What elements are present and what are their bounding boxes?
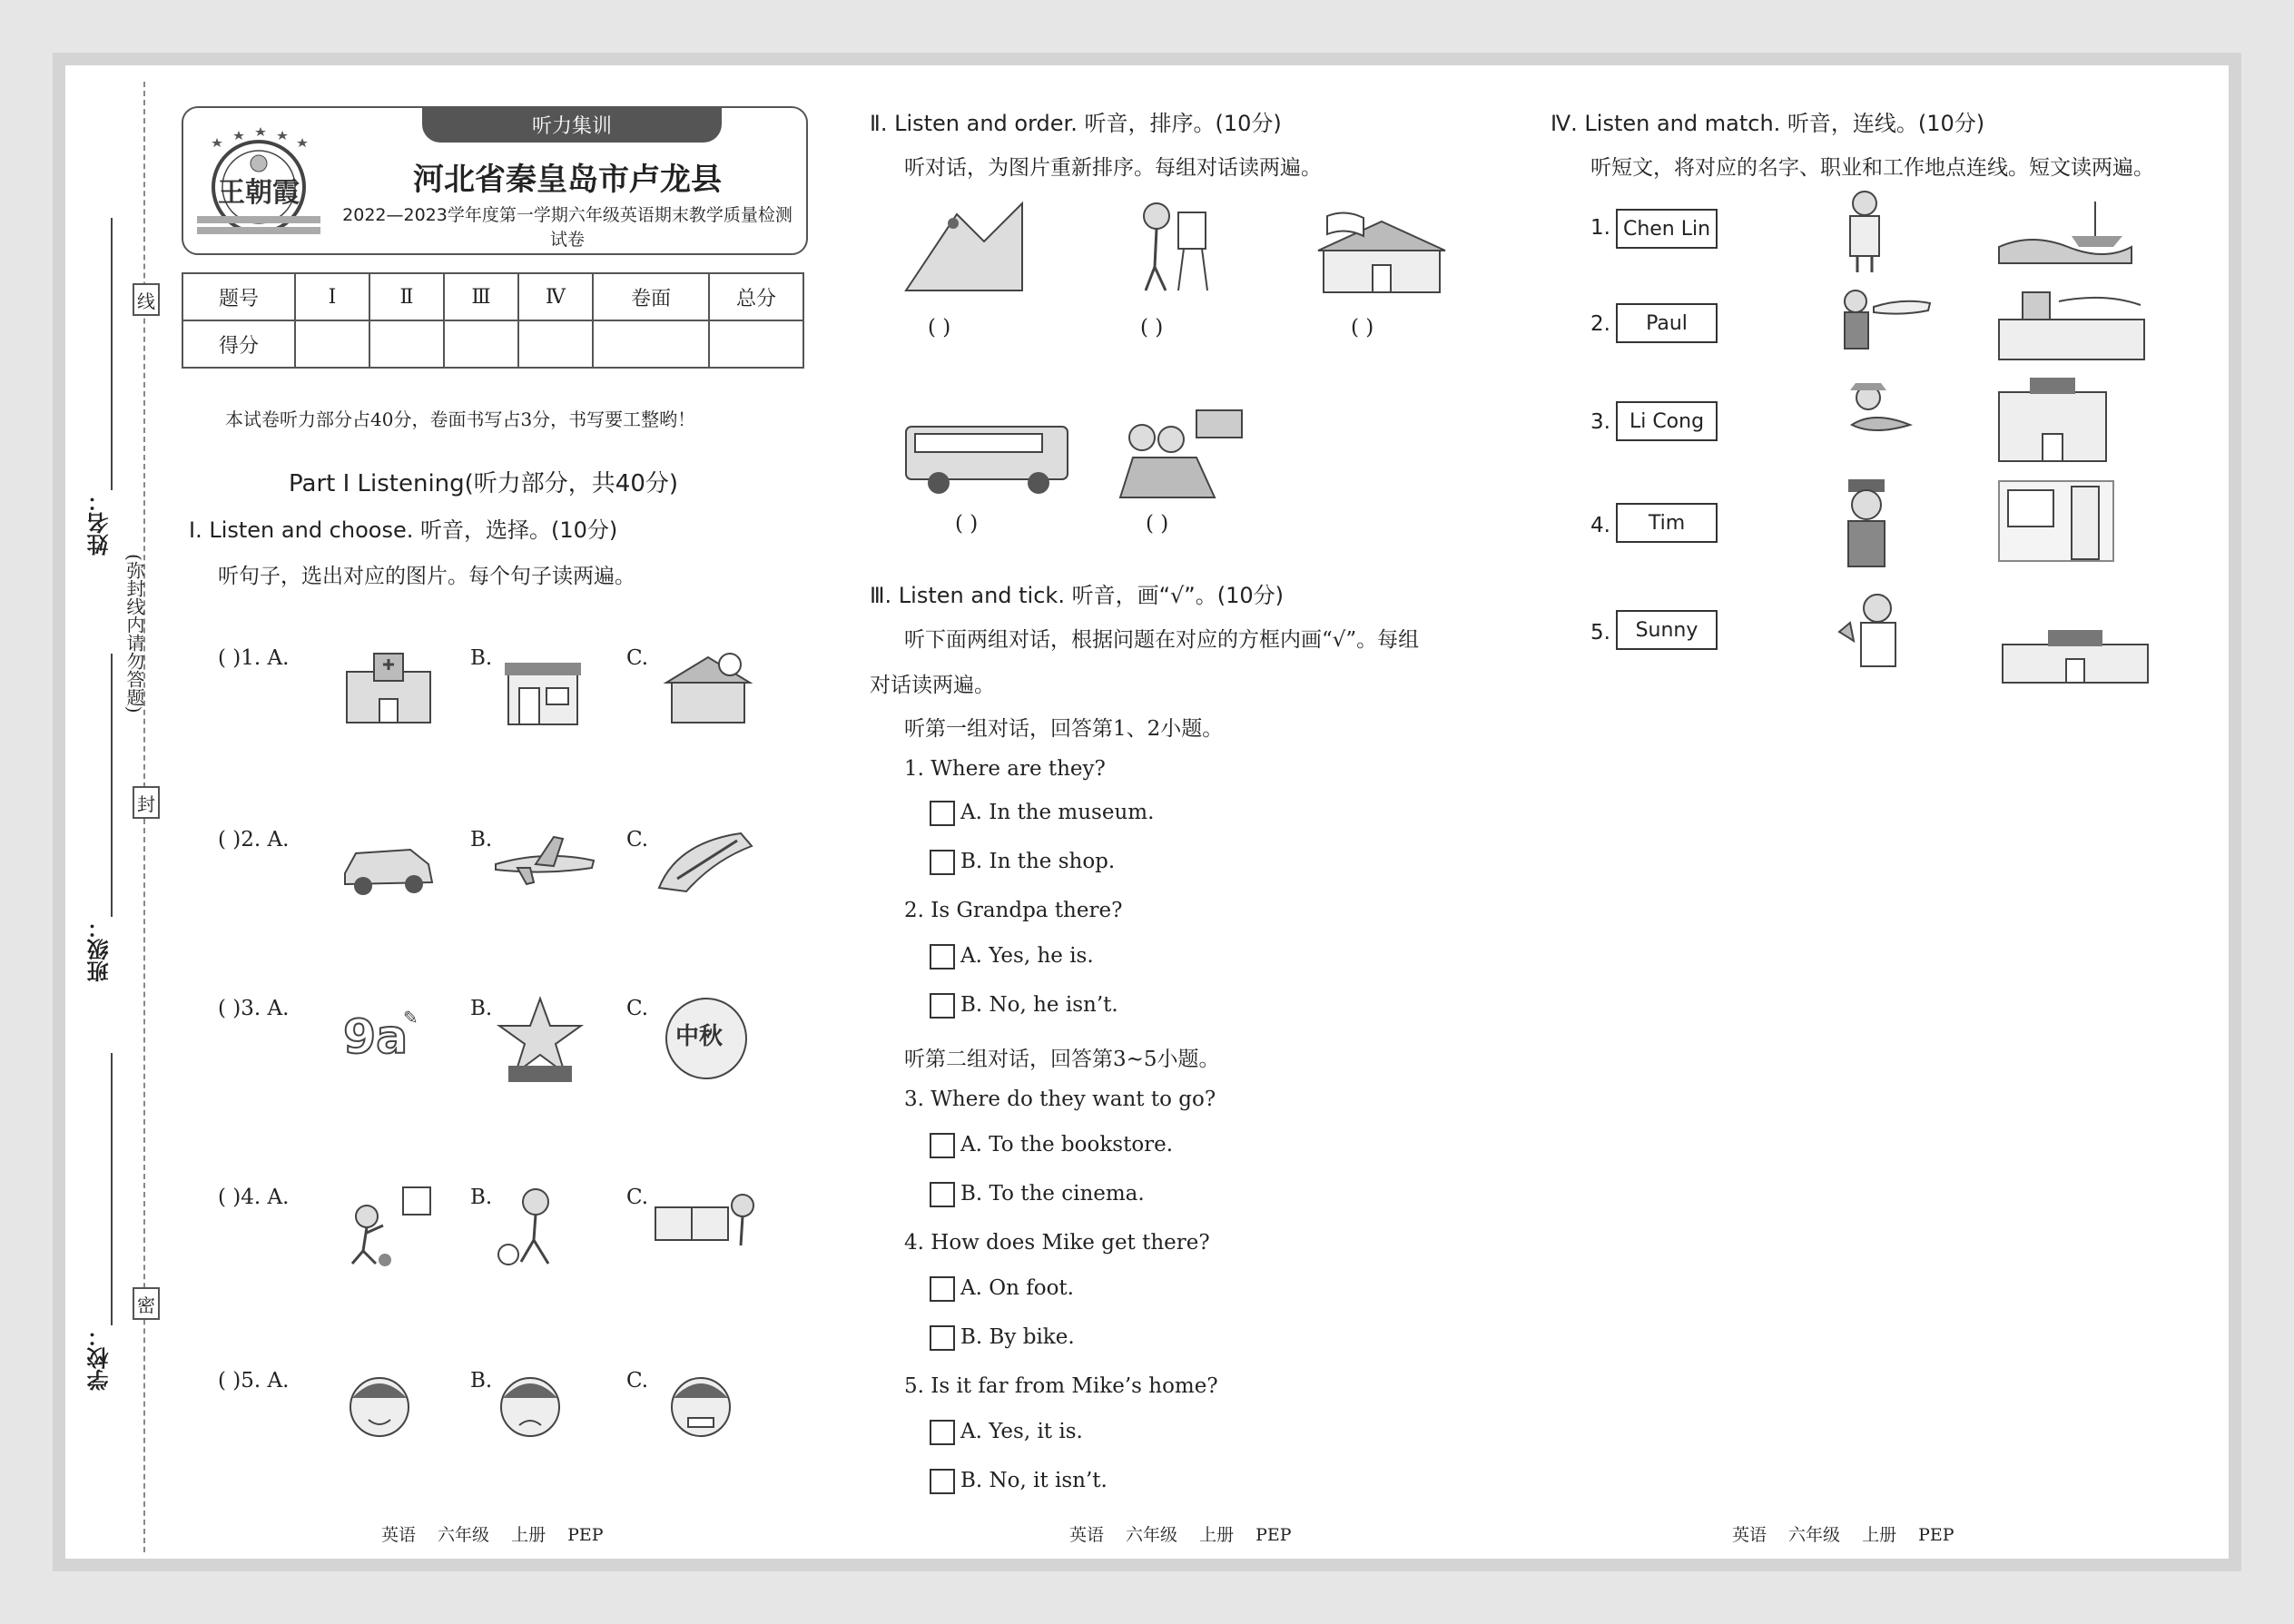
post-office-icon [657,645,759,732]
score-cell[interactable] [709,320,803,368]
national-day-icon [490,993,590,1088]
exam-title: 河北省秦皇岛市卢龙县 [413,162,722,198]
match-num-5: 5. [1590,621,1610,645]
office-room-workplace-icon [1995,477,2117,565]
q5-option-b: B. [470,1369,493,1393]
q3-option-b: B. [470,997,493,1020]
q5-option-c: C. [626,1369,649,1393]
footer-left: 英语 六年级 上册 PEP [381,1525,604,1545]
bus-icon [902,414,1075,497]
binding-note: (弥封线内请勿答题) [123,554,145,714]
library-building-icon [1314,209,1449,296]
q4-option-b: B. [470,1186,493,1209]
police-job-icon [1837,476,1895,570]
q3-number: ( )3. A. [218,997,290,1020]
seal-char-seal: 封 [133,786,160,819]
q2-choice-b: B. No, he isn’t. [930,993,1118,1019]
score-cell[interactable] [518,320,593,368]
q2-choice-a: A. Yes, he is. [930,944,1094,969]
seal-char-mi: 密 [133,1287,160,1320]
q-item-2: 2. Is Grandpa there? [904,899,1123,922]
q3-option-c: C. [626,997,649,1020]
q1-choice-a: A. In the museum. [930,801,1154,826]
q1-option-c: C. [626,646,649,670]
teachers-day-icon [340,993,439,1066]
sad-boy-face-icon [494,1367,566,1454]
checkbox[interactable] [930,1469,955,1494]
notice: 本试卷听力部分占40分，卷面书写占3分，书写要工整哟！ [225,408,696,430]
score-table [182,272,804,369]
svg-text:✎: ✎ [403,1007,418,1029]
score-row-label: 得分 [182,320,295,368]
score-header-cell: 总分 [709,273,803,320]
doctor-job-icon [1834,586,1935,674]
footer-right: 英语 六年级 上册 PEP [1732,1525,1954,1545]
score-header-cell: Ⅰ [295,273,369,320]
football-boy-icon [490,1180,572,1271]
q5-choice-a: A. Yes, it is. [930,1420,1083,1445]
group1-instruction: 听第一组对话，回答第1、2小题。 [904,717,1224,741]
group2-instruction: 听第二组对话，回答第3~5小题。 [904,1048,1220,1071]
order-blank-3[interactable]: ( ) [1351,316,1374,340]
q1-number: ( )1. A. [218,646,290,670]
section2-instruction: 听对话，为图片重新排序。每组对话读两遍。 [904,156,1322,180]
checkbox[interactable] [930,1420,955,1445]
match-num-4: 4. [1590,514,1610,537]
section1-title: Ⅰ. Listen and choose. 听音，选择。(10分) [189,517,618,543]
match-num-2: 2. [1590,312,1610,336]
q2-number: ( )2. A. [218,828,290,851]
school-line [111,1053,113,1325]
match-name-li-cong[interactable]: Li Cong [1616,401,1718,441]
score-cell[interactable] [369,320,444,368]
fisherman-job-icon [1837,379,1914,459]
score-header-cell: 题号 [182,273,295,320]
pilot-job-icon [1837,285,1932,361]
name-line [111,218,113,490]
cinema-audience-icon [1115,407,1247,501]
score-cell[interactable] [295,320,369,368]
train-icon [650,824,759,897]
svg-text:中秋: 中秋 [675,1023,724,1050]
checkbox[interactable] [930,1276,955,1302]
plane-icon [490,828,599,891]
class-label: 班级： [87,917,113,982]
q1-choice-b: B. In the shop. [930,850,1115,875]
ping-pong-icon [652,1180,764,1253]
happy-boy-face-icon [343,1367,416,1454]
checkbox[interactable] [930,993,955,1019]
checkbox[interactable] [930,1325,955,1351]
section1-instruction: 听句子，选出对应的图片。每个句子读两遍。 [218,565,635,588]
match-name-chen-lin[interactable]: Chen Lin [1616,209,1718,249]
match-name-tim[interactable]: Tim [1616,503,1718,543]
q4-number: ( )4. A. [218,1186,290,1209]
basketball-boy-icon [340,1180,439,1271]
q-item-4: 4. How does Mike get there? [904,1231,1210,1255]
q1-option-b: B. [470,646,493,670]
section4-instruction: 听短文，将对应的名字、职业和工作地点连线。短文读两遍。 [1590,156,2154,180]
match-num-1: 1. [1590,216,1610,240]
class-line [111,654,113,917]
q-item-3: 3. Where do they want to go? [904,1088,1216,1111]
police-station-workplace-icon [1994,626,2157,688]
section3-title: Ⅲ. Listen and tick. 听音，画“√”。(10分) [870,583,1284,608]
brand-logo-icon [195,127,322,240]
q-item-5: 5. Is it far from Mike’s home? [904,1374,1218,1398]
svg-text:王朝霞: 王朝霞 [218,177,300,209]
q5-number: ( )5. A. [218,1369,290,1393]
pet-hospital-icon [497,645,588,732]
svg-text:9a: 9a [343,1010,409,1065]
car-icon [338,828,439,901]
q2-option-b: B. [470,828,493,851]
order-blank-2[interactable]: ( ) [1140,316,1164,340]
score-cell[interactable] [593,320,709,368]
airport-workplace-icon [1995,283,2148,365]
climbing-mountain-icon [902,196,1026,296]
q2-option-c: C. [626,828,649,851]
order-blank-5[interactable]: ( ) [1146,512,1169,536]
score-cell[interactable] [444,320,518,368]
q-item-1: 1. Where are they? [904,757,1106,781]
checkbox[interactable] [930,801,955,826]
checkbox[interactable] [930,850,955,875]
section2-title: Ⅱ. Listen and order. 听音，排序。(10分) [870,111,1282,136]
q4-choice-a: A. On foot. [930,1276,1074,1302]
exam-subtitle: 2022—2023学年度第一学期六年级英语期末教学质量检测试卷 [342,205,793,250]
university-workplace-icon [1994,374,2112,465]
q5-choice-b: B. No, it isn’t. [930,1469,1108,1494]
q3-choice-b: B. To the cinema. [930,1182,1145,1207]
score-header-cell: Ⅳ [518,273,593,320]
section4-title: Ⅳ. Listen and match. 听音，连线。(10分) [1551,111,1985,136]
checkbox[interactable] [930,944,955,969]
score-header-cell: 卷面 [593,273,709,320]
q4-option-c: C. [626,1186,649,1209]
section3-instruction-2: 对话读两遍。 [870,674,995,697]
name-label: 姓名： [87,490,113,556]
match-name-paul[interactable]: Paul [1616,303,1718,343]
scientist-job-icon [1837,187,1892,274]
drawing-girl-icon [1129,194,1211,296]
q4-choice-b: B. By bike. [930,1325,1075,1351]
mid-autumn-icon [655,993,755,1088]
score-header-cell: Ⅲ [444,273,518,320]
footer-middle: 英语 六年级 上册 PEP [1069,1525,1292,1545]
match-num-3: 3. [1590,410,1610,434]
header-tag: 听力集训 [422,106,722,143]
school-label: 学校： [87,1325,113,1391]
score-header-cell: Ⅱ [369,273,444,320]
q3-choice-a: A. To the bookstore. [930,1133,1173,1158]
seal-char-line: 线 [133,283,160,316]
checkbox[interactable] [930,1133,955,1158]
checkbox[interactable] [930,1182,955,1207]
section3-instruction-1: 听下面两组对话，根据问题在对应的方框内画“√”。每组 [904,628,1420,652]
match-name-sunny[interactable]: Sunny [1616,610,1718,650]
sea-workplace-icon [1995,192,2133,265]
part1-title: Part Ⅰ Listening(听力部分，共40分) [289,470,679,497]
hospital-building-icon [338,645,439,732]
angry-boy-face-icon [655,1365,746,1452]
order-blank-4[interactable]: ( ) [955,512,979,536]
order-blank-1[interactable]: ( ) [928,316,951,340]
